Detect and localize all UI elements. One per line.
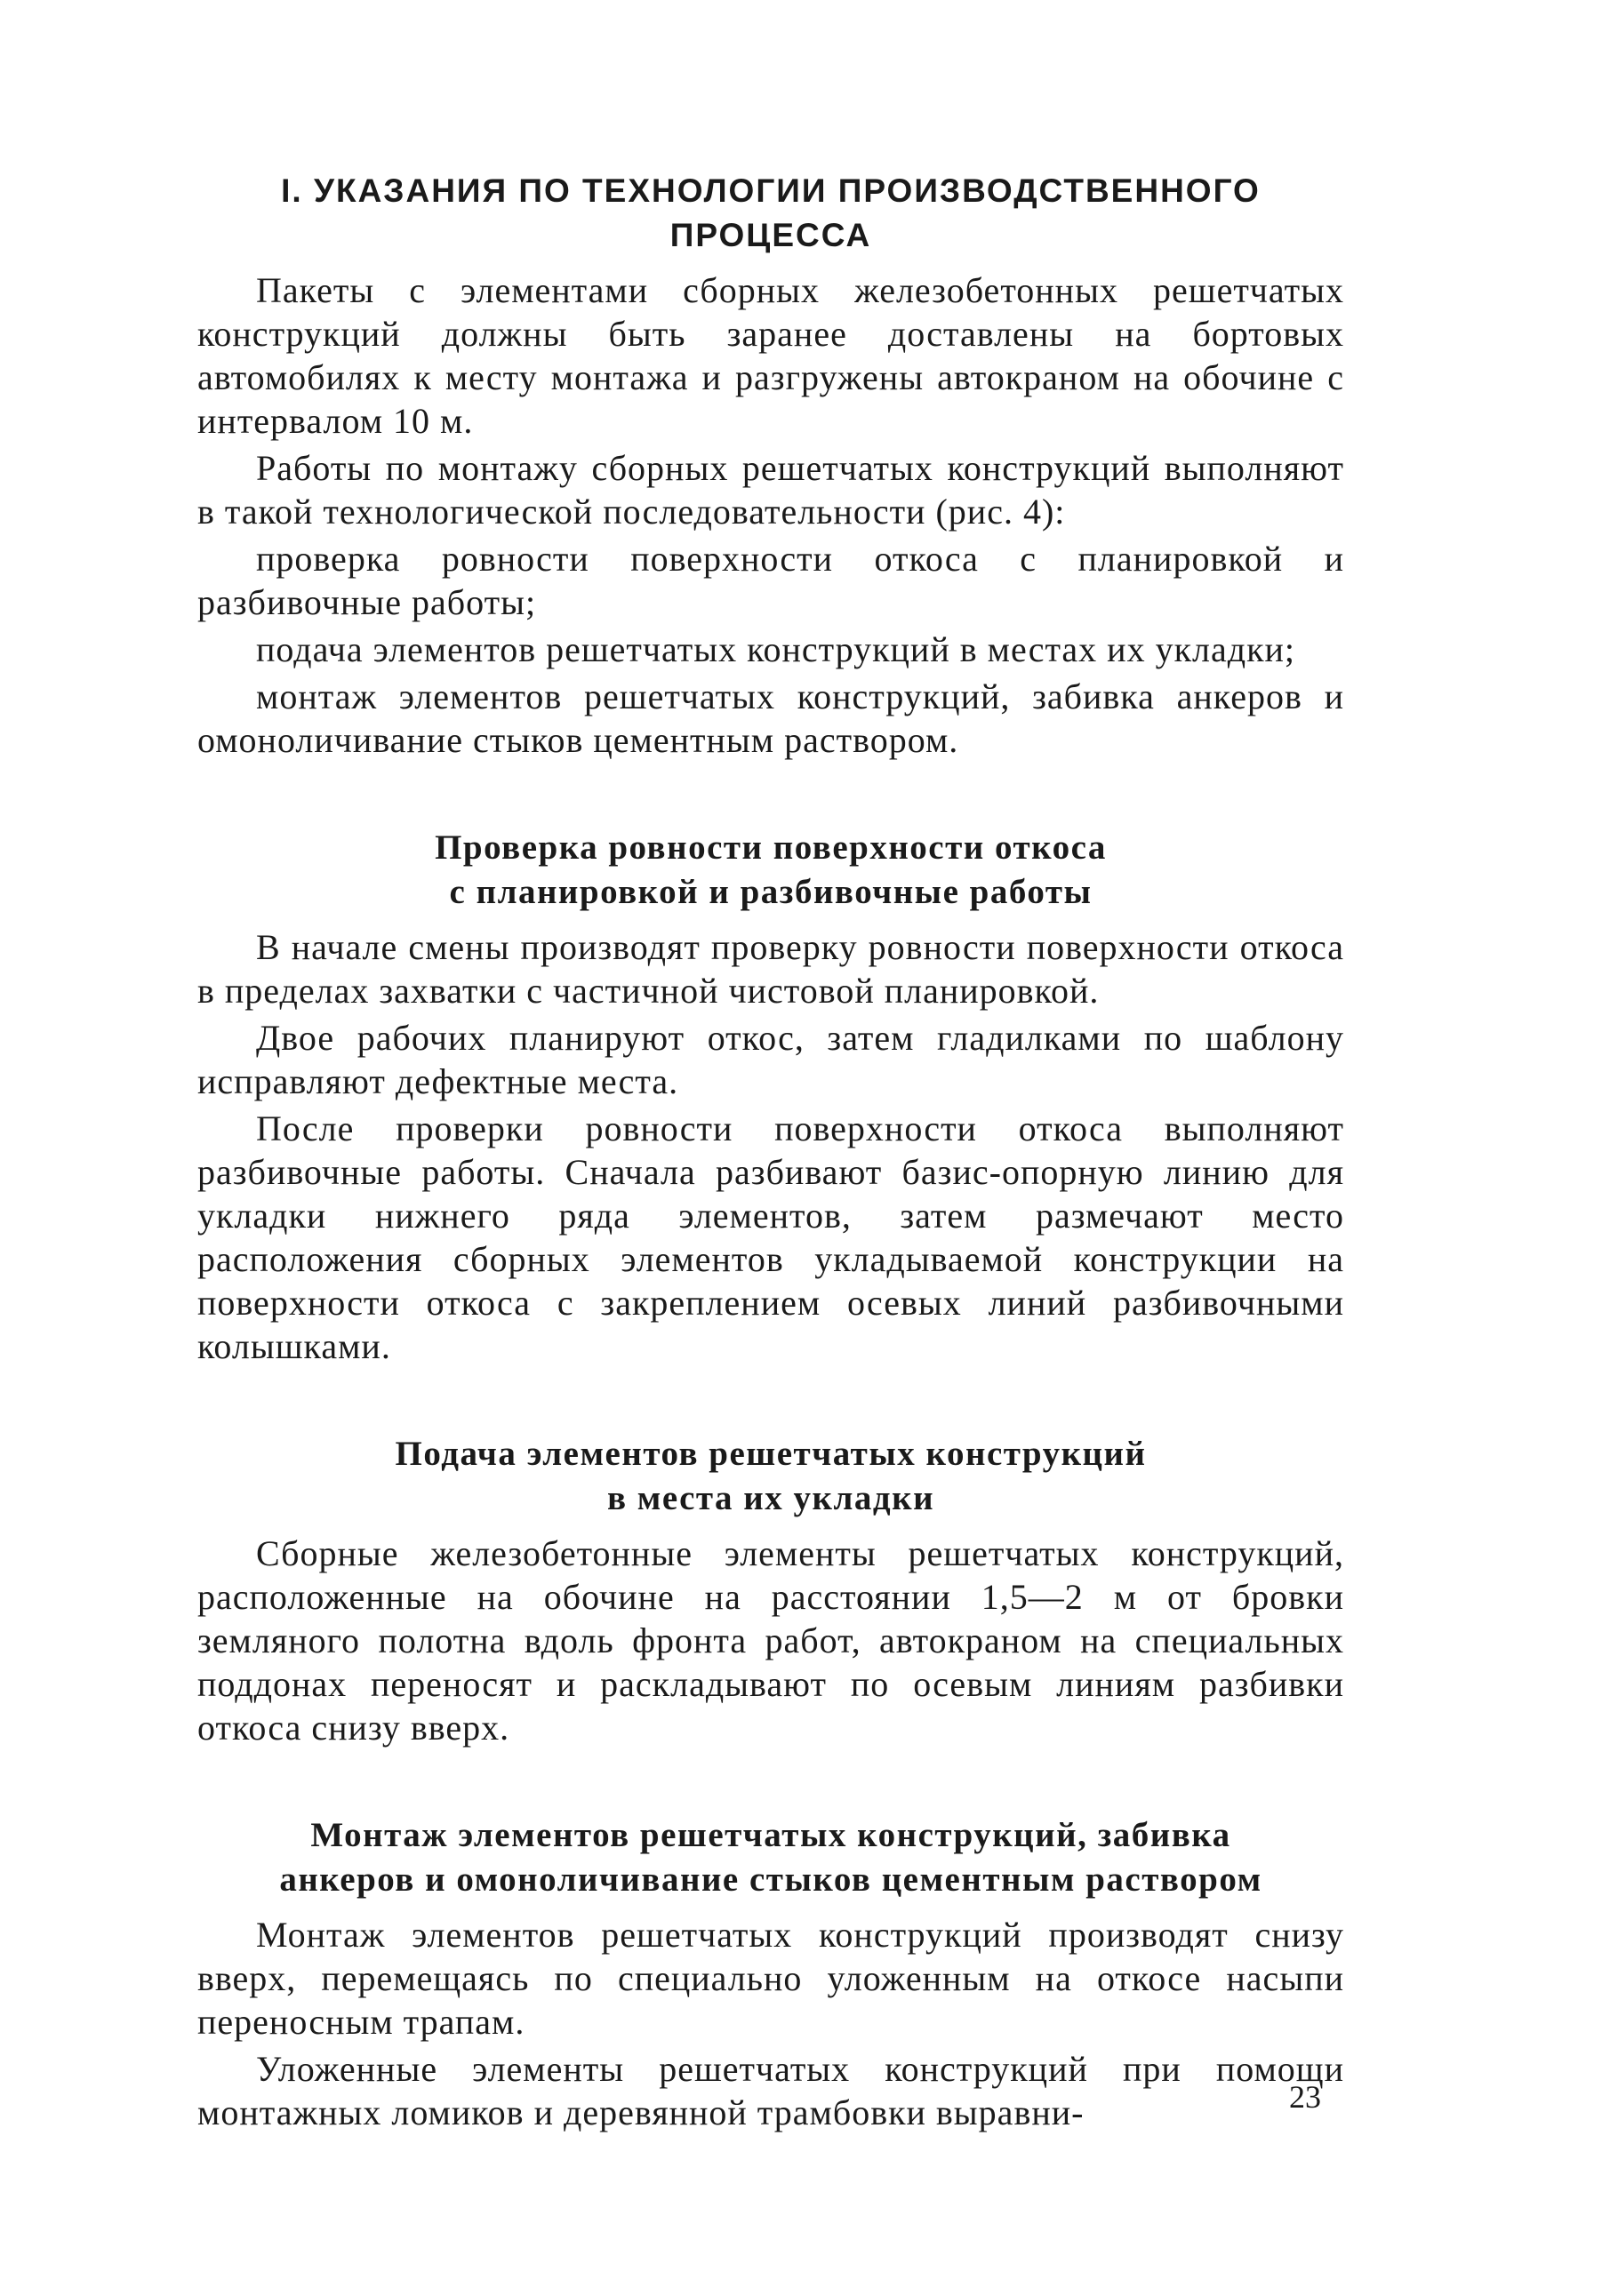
subsection-title-assembly	[197, 1813, 1344, 1902]
page-number: 23	[1289, 2079, 1321, 2115]
section-title-line: ПРОЦЕССА	[669, 217, 872, 253]
document-page	[197, 169, 1344, 2134]
list-item: проверка ровности поверхности откоса с планировкой и разбивочные работы;	[197, 539, 1344, 622]
subsection-title-surface-check	[197, 826, 1344, 915]
subsection-title-line: анкеров и омоноличивание стыков цементным раствором	[279, 1860, 1262, 1899]
section-title-line: I. УКАЗАНИЯ ПО ТЕХНОЛОГИИ ПРОИЗВОДСТВЕННОГО	[281, 172, 1261, 209]
subsection-title-element-delivery	[197, 1432, 1344, 1521]
subsection-title-line: с планировкой и разбивочные работы	[449, 873, 1093, 911]
paragraph: Двое рабочих планируют откос, затем гладилками по шаблону исправляют дефектные места.	[197, 1018, 1344, 1101]
paragraph: Работы по монтажу сборных решетчатых конструкций выполняют в такой технологической последовательности (рис. 4):	[197, 448, 1344, 532]
paragraph: После проверки ровности поверхности откоса выполняют разбивочные работы. Сначала разбивают базис-опорную линию для укладки нижнего ряда элементов, затем размечают место расположения сборных элементов укладываемой конструкции на поверхности откоса с закреплением осевых линий разбивочными колышками.	[197, 1108, 1344, 1366]
subsection-title-line: Подача элементов решетчатых конструкций	[395, 1435, 1147, 1473]
list-item: монтаж элементов решетчатых конструкций, забивка анкеров и омоноличивание стыков цементным раствором.	[197, 676, 1344, 760]
paragraph: Монтаж элементов решетчатых конструкций производят снизу вверх, перемещаясь по специально уложенным на откосе насыпи переносным трапам.	[197, 1915, 1344, 2042]
subsection-title-line: в места их укладки	[606, 1479, 935, 1517]
paragraph: Уложенные элементы решетчатых конструкций при помощи монтажных ломиков и деревянной трамбовки выравни-	[197, 2049, 1344, 2132]
paragraph: Сборные железобетонные элементы решетчатых конструкций, расположенные на обочине на расстоянии 1,5—2 м от бровки земляного полотна вдоль фронта работ, автокраном на специальных поддонах переносят и раскладывают по осевым линиям разбивки откоса снизу вверх.	[197, 1533, 1344, 1748]
section-title-technology	[197, 169, 1344, 258]
paragraph: Пакеты с элементами сборных железобетонных решетчатых конструкций должны быть заранее доставлены на бортовых автомобилях к месту монтажа и разгружены автокраном на обочине с интервалом 10 м.	[197, 270, 1344, 441]
list-item: подача элементов решетчатых конструкций в местах их укладки;	[256, 629, 1296, 669]
subsection-title-line: Проверка ровности поверхности откоса	[435, 828, 1107, 867]
subsection-title-line: Монтаж элементов решетчатых конструкций, забивка	[310, 1816, 1231, 1854]
paragraph: В начале смены производят проверку ровности поверхности откоса в пределах захватки с частичной чистовой планировкой.	[197, 927, 1344, 1011]
